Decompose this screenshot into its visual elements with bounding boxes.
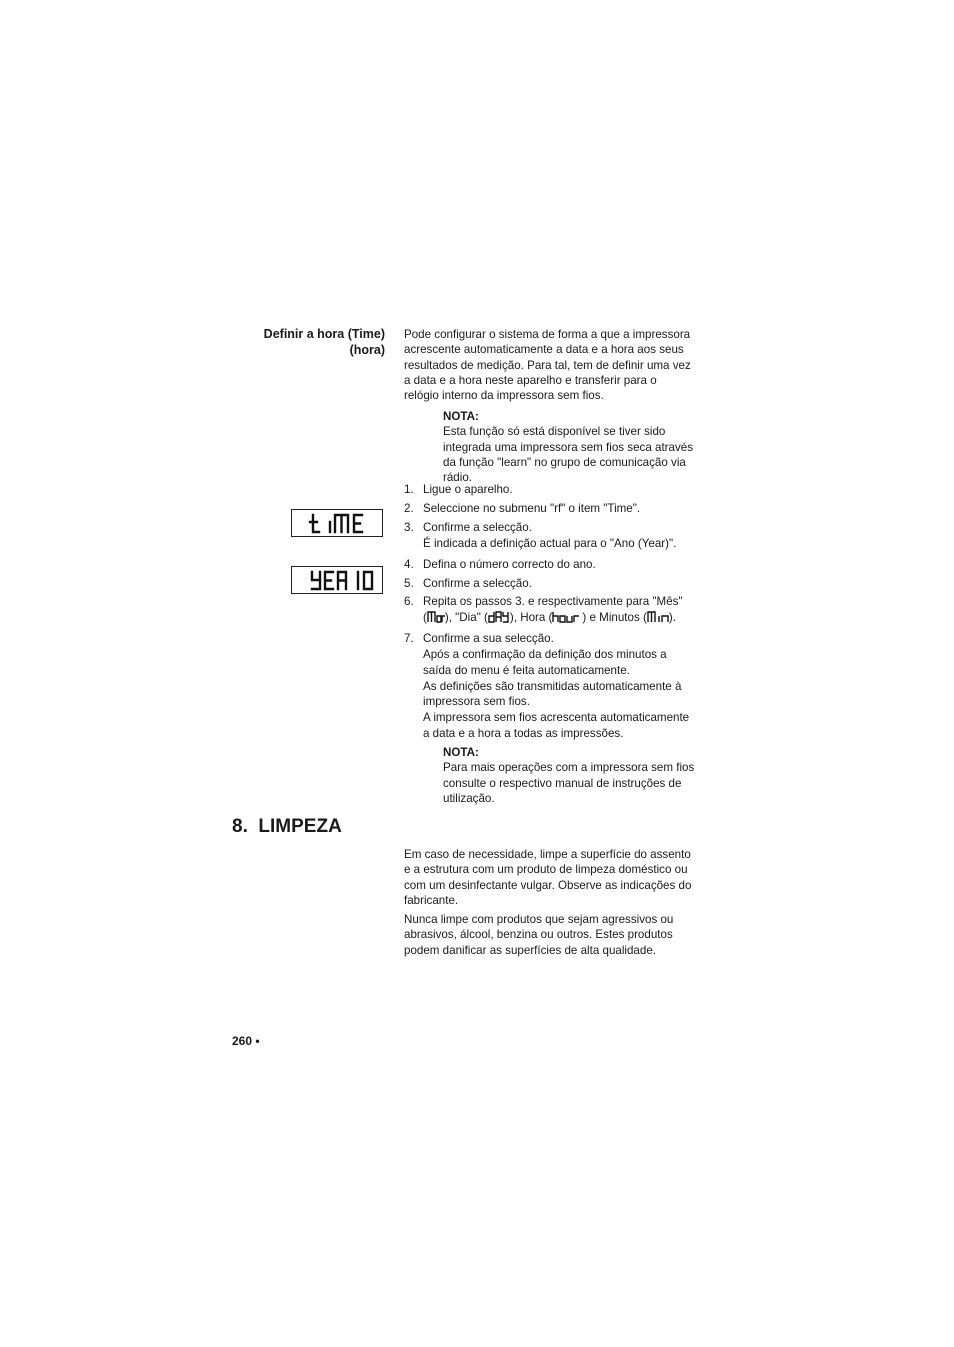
- cleaning-paragraph-2: Nunca limpe com produtos que sejam agressivos ou abrasivos, álcool, benzina ou outros. Estes produtos podem danificar as superfícies de alta qualidade.: [404, 913, 674, 957]
- step-para: As definições são transmitidas automaticamente à impressora sem fios.: [423, 679, 682, 709]
- note-box: [443, 409, 695, 485]
- cleaning-title: 8. LIMPEZA: [232, 816, 342, 837]
- hour-segment-icon: [552, 611, 582, 623]
- section-heading: [230, 326, 385, 358]
- step-text: Defina o número correcto do ano.: [423, 558, 596, 571]
- note-text: Esta função só está disponível se tiver sido integrada uma impressora sem fios seca através da função "learn" no grupo de comunicação via rádio.: [443, 425, 694, 485]
- step-text: Repita os passos 3. e respectivamente para "Mês": [423, 595, 683, 608]
- note-title: NOTA:: [443, 746, 479, 759]
- step-number: 3.: [404, 521, 414, 534]
- step-number: 5.: [404, 577, 414, 590]
- step-number: 6.: [404, 595, 414, 608]
- page-number: 260 •: [232, 1034, 260, 1048]
- step-text: Confirme a selecção.: [423, 521, 532, 534]
- step-text: Confirme a selecção.: [423, 577, 532, 590]
- step-number: 7.: [404, 632, 414, 645]
- section-heading-line2: (hora): [349, 343, 385, 357]
- step-para: A impressora sem fios acrescenta automaticamente a data e a hora a todas as impressões.: [423, 711, 690, 740]
- cleaning-paragraph-1: Em caso de necessidade, limpe a superfície do assento e a estrutura com um produto de limpeza doméstico ou com um desinfectante vulgar. Observe as indicações do fabricante.: [404, 848, 692, 907]
- step-number: 2.: [404, 502, 414, 515]
- note-box: [443, 745, 695, 806]
- note-text: Para mais operações com a impressora sem fios consulte o respectivo manual de instruções de utilização.: [443, 761, 695, 805]
- step-para: Após a confirmação da definição dos minutos a saída do menu é feita automaticamente.: [423, 648, 667, 677]
- day-segment-icon: [488, 611, 510, 623]
- month-segment-icon: [427, 611, 445, 623]
- lcd-display-year: [291, 566, 383, 594]
- step-number: 4.: [404, 558, 414, 571]
- step-text: Ligue o aparelho.: [423, 483, 513, 496]
- minutes-segment-icon: [647, 611, 669, 623]
- lcd-display-time: [291, 509, 383, 537]
- section-heading-line1: Definir a hora (Time): [263, 327, 385, 341]
- step-text-segments: ( ), "Dia" ( ), Hora ( ) e Minutos ( ).: [423, 611, 676, 625]
- step-subtext: É indicada a definição actual para o "Ano (Year)".: [423, 537, 677, 551]
- step-number: 1.: [404, 483, 414, 496]
- note-title: NOTA:: [443, 410, 479, 423]
- step-text: Seleccione no submenu "rf" o item "Time".: [423, 502, 641, 515]
- step-text: Confirme a sua selecção.: [423, 632, 554, 645]
- intro-paragraph: Pode configurar o sistema de forma a que a impressora acrescente automaticamente a data e a hora aos seus resultados de medição. Para tal, tem de definir uma vez a data e a hora neste aparelho e transferir para o relógio interno da impressora sem fios.: [404, 328, 691, 403]
